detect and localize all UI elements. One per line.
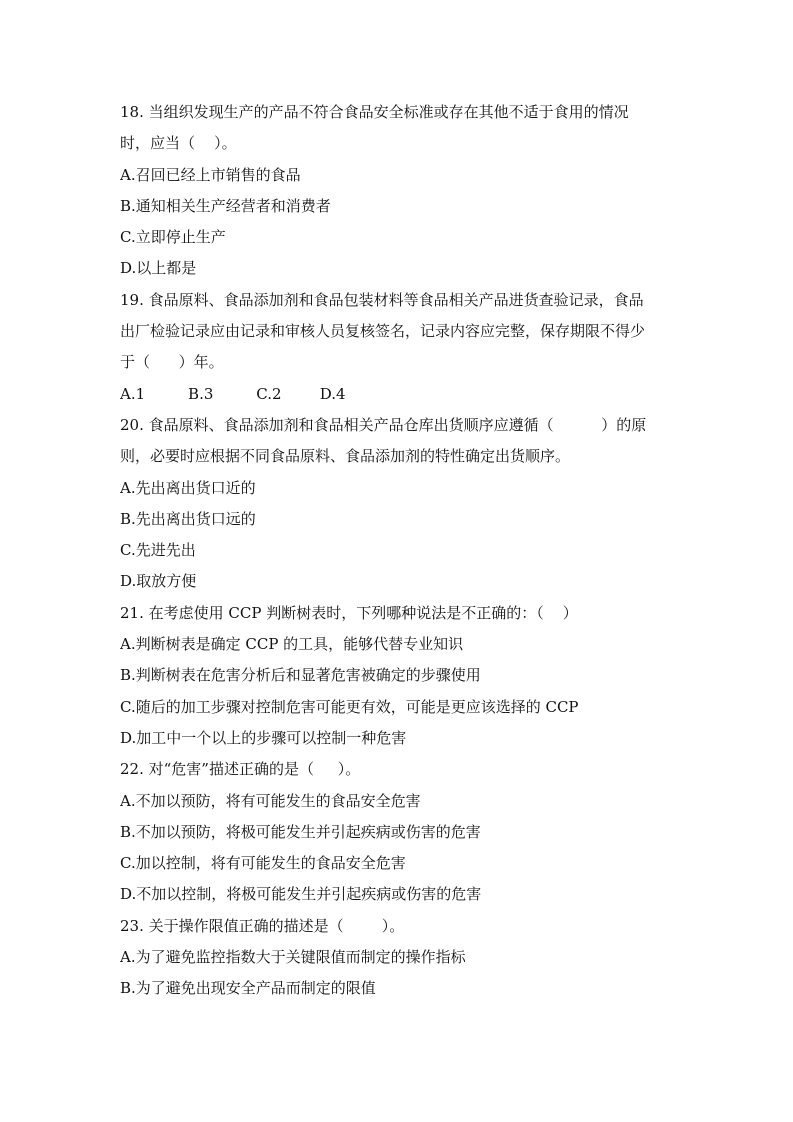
answer-option: B.判断树表在危害分析后和显著危害被确定的步骤使用 — [120, 666, 481, 685]
answer-option: C.立即停止生产 — [120, 228, 226, 247]
answer-options-row: A.1 B.3 C.2 D.4 — [120, 384, 346, 403]
question-18 — [120, 97, 680, 285]
answer-option: D.不加以控制，将极可能发生并引起疾病或伤害的危害 — [120, 885, 482, 904]
question-stem-line: 时，应当（ ）。 — [120, 134, 237, 153]
question-stem-line: 出厂检验记录应由记录和审核人员复核签名，记录内容应完整，保存期限不得少 — [120, 322, 646, 341]
answer-option: C.先进先出 — [120, 541, 196, 560]
question-stem-line: 22. 对“危害”描述正确的是（ ）。 — [120, 760, 361, 779]
question-stem-line: 21. 在考虑使用 CCP 判断树表时，下列哪种说法是不正确的：（ ） — [120, 603, 578, 622]
question-19 — [120, 285, 680, 410]
answer-option: D.取放方便 — [120, 572, 197, 591]
question-20 — [120, 410, 680, 598]
answer-option: D.加工中一个以上的步骤可以控制一种危害 — [120, 728, 407, 747]
question-stem-line: 于（ ）年。 — [120, 353, 224, 372]
answer-option: C.随后的加工步骤对控制危害可能更有效，可能是更应该选择的 CCP — [120, 697, 579, 716]
answer-option: A.判断树表是确定 CCP 的工具，能够代替专业知识 — [120, 635, 464, 654]
document-page — [120, 97, 680, 1005]
answer-option: A.不加以预防，将有可能发生的食品安全危害 — [120, 791, 421, 810]
answer-option: C.加以控制，将有可能发生的食品安全危害 — [120, 854, 406, 873]
question-stem-line: 19. 食品原料、食品添加剂和食品包装材料等食品相关产品进货查验记录，食品 — [120, 290, 644, 309]
answer-option: A.召回已经上市销售的食品 — [120, 165, 301, 184]
question-stem-line: 则，必要时应根据不同食品原料、食品添加剂的特性确定出货顺序。 — [120, 447, 571, 466]
answer-option: A.先出离出货口近的 — [120, 478, 256, 497]
question-stem-line: 23. 关于操作限值正确的描述是（ ）。 — [120, 916, 405, 935]
answer-option: B.不加以预防，将极可能发生并引起疾病或伤害的危害 — [120, 822, 481, 841]
question-stem-line: 18. 当组织发现生产的产品不符合食品安全标准或存在其他不适于食用的情况 — [120, 103, 629, 121]
question-stem-line: 20. 食品原料、食品添加剂和食品相关产品仓库出货顺序应遵循（ ）的原 — [120, 415, 647, 434]
question-23 — [120, 911, 680, 1005]
answer-option: D.以上都是 — [120, 259, 197, 278]
answer-option: A.为了避免监控指数大于关键限值而制定的操作指标 — [120, 948, 466, 967]
answer-option: B.通知相关生产经营者和消费者 — [120, 196, 331, 215]
question-22 — [120, 754, 680, 910]
answer-option: B.先出离出货口远的 — [120, 509, 256, 528]
answer-option: B.为了避免出现安全产品而制定的限值 — [120, 979, 376, 998]
question-21 — [120, 598, 680, 754]
